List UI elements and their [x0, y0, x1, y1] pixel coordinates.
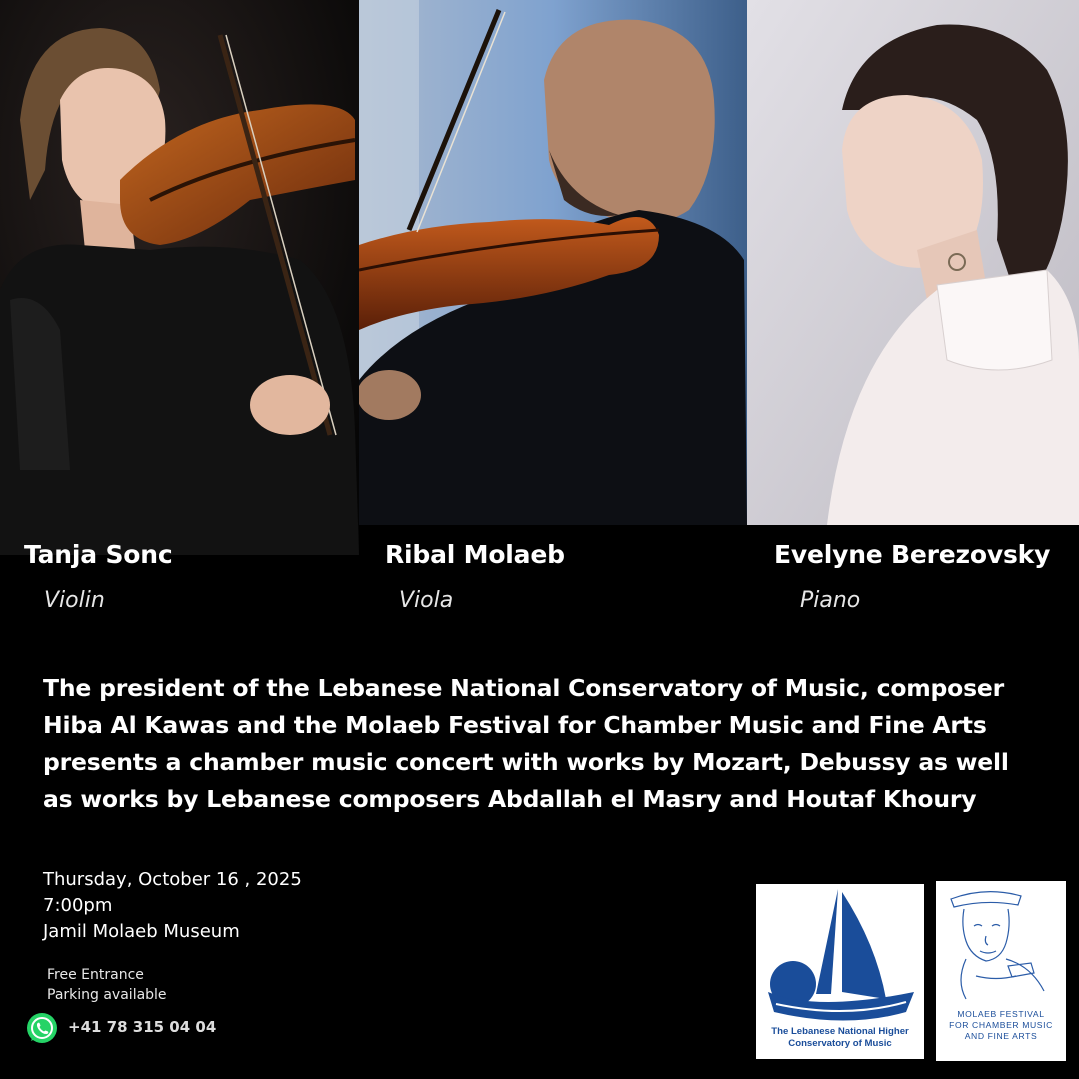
- festival-logo-line1: MOLAEB FESTIVAL: [957, 1009, 1045, 1019]
- performer-name: Evelyne Berezovsky: [774, 540, 1051, 569]
- performer-photo-tanja-sonc: [0, 0, 359, 555]
- festival-logo: [936, 881, 1066, 1061]
- entrance-note: Free Entrance: [47, 967, 144, 983]
- performer-name: Tanja Sonc: [24, 540, 173, 569]
- festival-logo-line2: FOR CHAMBER MUSIC: [949, 1020, 1053, 1030]
- concert-description: The president of the Lebanese National Conservatory of Music, composer Hiba Al Kawas and the Molaeb Festival for Chamber Music and Fine Arts presents a chamber music concert with works by Mozart, Debussy as well as works by Lebanese composers Abdallah el Masry and Houtaf Khoury: [43, 674, 1009, 813]
- conservatory-logo-line2: Conservatory of Music: [788, 1038, 892, 1049]
- event-time: 7:00pm: [43, 895, 113, 916]
- performer-photo-evelyne-berezovsky: [747, 0, 1079, 525]
- festival-logo-line3: AND FINE ARTS: [964, 1031, 1038, 1041]
- performer-instrument: Piano: [800, 588, 861, 613]
- whatsapp-icon: [25, 1011, 59, 1045]
- performer-photo-ribal-molaeb: [359, 0, 747, 525]
- performer-instrument: Viola: [399, 588, 454, 613]
- event-venue: Jamil Molaeb Museum: [43, 921, 240, 942]
- conservatory-logo-line1: The Lebanese National Higher: [771, 1026, 909, 1037]
- phone-number[interactable]: +41 78 315 04 04: [68, 1018, 217, 1036]
- parking-note: Parking available: [47, 987, 167, 1003]
- event-date: Thursday, October 16 , 2025: [43, 869, 302, 890]
- performer-name: Ribal Molaeb: [385, 540, 565, 569]
- conservatory-logo: [756, 884, 924, 1059]
- performer-instrument: Violin: [44, 588, 105, 613]
